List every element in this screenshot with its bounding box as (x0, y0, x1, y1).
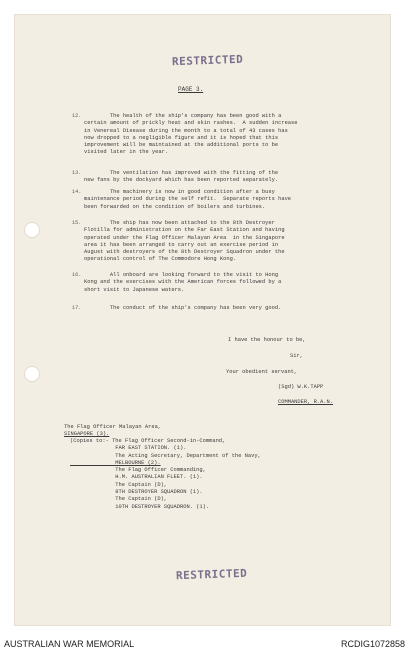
paragraph-number: 13. (72, 170, 82, 176)
paragraph-number: 17. (72, 305, 82, 311)
paragraph-14: The machinery is now in good condition after a busy maintenance period during the self refit. Separate reports have been forwarded on the condition of boilers and turbines. (84, 189, 292, 210)
paragraph-12: The health of the ship's company has been good with a certain amount of prickly heat and skin rashes. A sudden increase in Venereal Disease during the month to a total of 43 cases has now dropped to a negligible figure and it is hoped that this improvement will be maintained at the additional ports to be visited later in the year. (84, 113, 298, 156)
paragraph-17: The conduct of the ship's company has been very good. (84, 305, 282, 311)
closing-sir: Sir, (290, 353, 303, 359)
paragraph-13: The ventilation has improved with the fitting of the new fans by the dockyard which has been reported separately. (84, 170, 279, 184)
punch-hole-bottom (24, 366, 40, 382)
paragraph-15: The ship has now been attached to the 8th Destroyer Flotilla for administration on the Far East Station and having operated under the Flag Officer Malayan Area in the Singapore area it has been arranged to carry out an exercise period in August with destroyers of the 8th Destroyer Squadron under the operational control of The Commodore Hong Kong. (84, 220, 285, 263)
restricted-stamp-bottom: RESTRICTED (175, 566, 248, 583)
paragraph-number: 15. (72, 220, 82, 226)
signatory-rank: COMMANDER, R.A.N. (278, 399, 333, 405)
addressee-location: SINGAPORE (3). (64, 431, 110, 437)
paragraph-number: 12. (72, 113, 82, 119)
copies-to-list: (Copies to:- The Flag Officer Second-in-Command, FAR EAST STATION. (1). The Acting Secretary, Department of the Navy, MELBOURNE (2). The Flag Officer Commanding, H.M. AUSTRALIAN FLEET. (1). The Captain (D), 8TH DESTROYER SQUADRON (1). The Captain (D), 10TH DESTROYER SQUADRON. (1). (70, 438, 261, 510)
page-heading: PAGE 3. (178, 86, 204, 93)
closing-honour: I have the honour to be, (228, 337, 306, 343)
paragraph-16: All onboard are looking forward to the visit to Hong Kong and the exercises with the American forces followed by a short visit to Japanese waters. (84, 272, 282, 293)
restricted-stamp-top: RESTRICTED (171, 52, 244, 69)
signature: (Sgd) W.K.TAPP (278, 384, 324, 390)
archive-footer (0, 636, 409, 654)
addressee: The Flag Officer Malayan Area, (64, 424, 162, 430)
closing-servant: Your obedient servant, (226, 369, 298, 375)
paragraph-number: 16. (72, 272, 82, 278)
document-page (14, 14, 391, 626)
punch-hole-top (24, 222, 40, 238)
archive-name: AUSTRALIAN WAR MEMORIAL (4, 639, 135, 649)
archive-reference: RCDIG1072858 (340, 639, 405, 649)
paragraph-number: 14. (72, 189, 82, 195)
